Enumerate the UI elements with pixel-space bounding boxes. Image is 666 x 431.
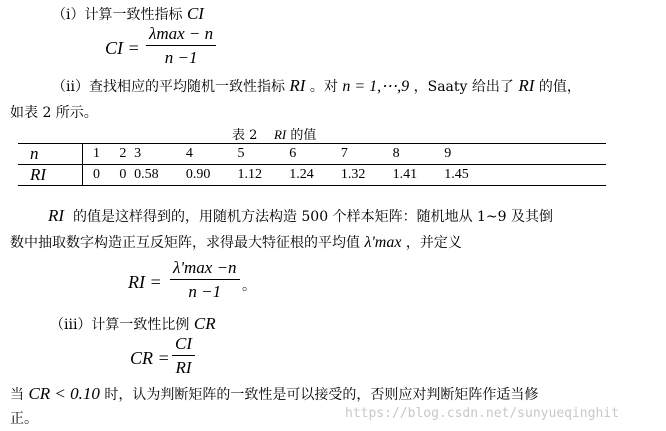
step2-text-c: ，Saaty 给出了 [413, 79, 514, 95]
step3-text: （iii）计算一致性比例 [50, 317, 190, 333]
header-cell: 7 [341, 144, 393, 165]
step1-line [52, 4, 204, 24]
ri-formula-denominator: n −1 [188, 282, 222, 301]
header-cell: 2 [119, 144, 134, 165]
step2-text-a: （ii）查找相应的平均随机一致性指标 [52, 79, 285, 95]
step2-line2: 如表 2 所示。 [10, 105, 98, 121]
final-line2: 正。 [10, 411, 38, 427]
table-header-row [18, 144, 606, 165]
ri-formula-lhs: RI = [128, 272, 162, 292]
data-cell: 1.32 [341, 165, 393, 186]
cr-symbol: CR [193, 314, 216, 333]
cr-formula-numerator: CI [175, 334, 192, 353]
data-cell: 1.24 [289, 165, 341, 186]
ri-symbol: RI [518, 76, 535, 95]
step1-text: （i）计算一致性指标 [52, 7, 183, 23]
header-cell: 5 [238, 144, 290, 165]
step2-text-b: 。对 [309, 79, 338, 95]
ci-formula-numerator: λmax − n [149, 24, 214, 43]
ri-symbol: RI [48, 206, 65, 225]
final-text-b: 时，认为判断矩阵的一致性是可以接受的，否则应对判断矩阵作适当修 [104, 387, 539, 403]
ri-table [18, 143, 606, 186]
n-range: n = 1,⋯,9 [342, 78, 410, 95]
data-cell: 0.58 [134, 165, 186, 186]
ci-formula-lhs: CI = [105, 38, 140, 58]
table-caption [232, 124, 316, 143]
ri-symbol: RI [289, 76, 306, 95]
data-cell: 0.90 [186, 165, 238, 186]
data-cell: 0 [119, 165, 134, 186]
para-line2 [10, 232, 462, 252]
header-cell: 8 [393, 144, 445, 165]
data-cell: 1.45 [444, 165, 496, 186]
watermark: https://blog.csdn.net/sunyueqinghit [345, 406, 619, 421]
ci-formula-fraction [146, 24, 216, 68]
ri-formula-fraction [170, 258, 240, 302]
cr-formula-fraction [172, 334, 195, 378]
table-caption-symbol: RI [273, 127, 287, 142]
final-text-a: 当 [10, 387, 24, 403]
table-spacer [496, 144, 606, 165]
cr-formula-lhs: CR = [130, 348, 170, 368]
para-line1 [48, 206, 553, 226]
data-cell: 1.41 [393, 165, 445, 186]
step2-line1 [52, 76, 581, 96]
cr-formula-denominator: RI [175, 358, 192, 377]
ri-formula-numerator: λ'max −n [173, 258, 237, 277]
final-line1 [10, 384, 538, 404]
step3-line [50, 314, 216, 334]
header-cell: 9 [444, 144, 496, 165]
ci-formula-denominator: n −1 [164, 48, 198, 67]
header-cell: 1 [83, 144, 120, 165]
para-text-1: 的值是这样得到的，用随机方法构造 500 个样本矩阵：随机地从 1~9 及其倒 [72, 209, 554, 225]
para-text-2b: ，并定义 [405, 235, 462, 251]
lambda-max-symbol: λ'max [364, 234, 402, 251]
table-caption-number: 表 2 [232, 128, 258, 143]
header-label: n [18, 144, 83, 165]
table-spacer [496, 165, 606, 186]
table-caption-text: 的值 [290, 128, 317, 143]
data-cell: 1.12 [238, 165, 290, 186]
data-cell: 0 [83, 165, 120, 186]
header-cell: 6 [289, 144, 341, 165]
header-cell: 4 [186, 144, 238, 165]
row-label: RI [18, 165, 83, 186]
ci-symbol: CI [186, 4, 204, 23]
table-data-row [18, 165, 606, 186]
cr-condition: CR < 0.10 [28, 384, 100, 403]
step2-text-d: 的值， [538, 79, 581, 95]
header-cell: 3 [134, 144, 186, 165]
ri-formula-tail: 。 [242, 278, 256, 294]
para-text-2a: 数中抽取数字构造正互反矩阵，求得最大特征根的平均值 [10, 235, 360, 251]
